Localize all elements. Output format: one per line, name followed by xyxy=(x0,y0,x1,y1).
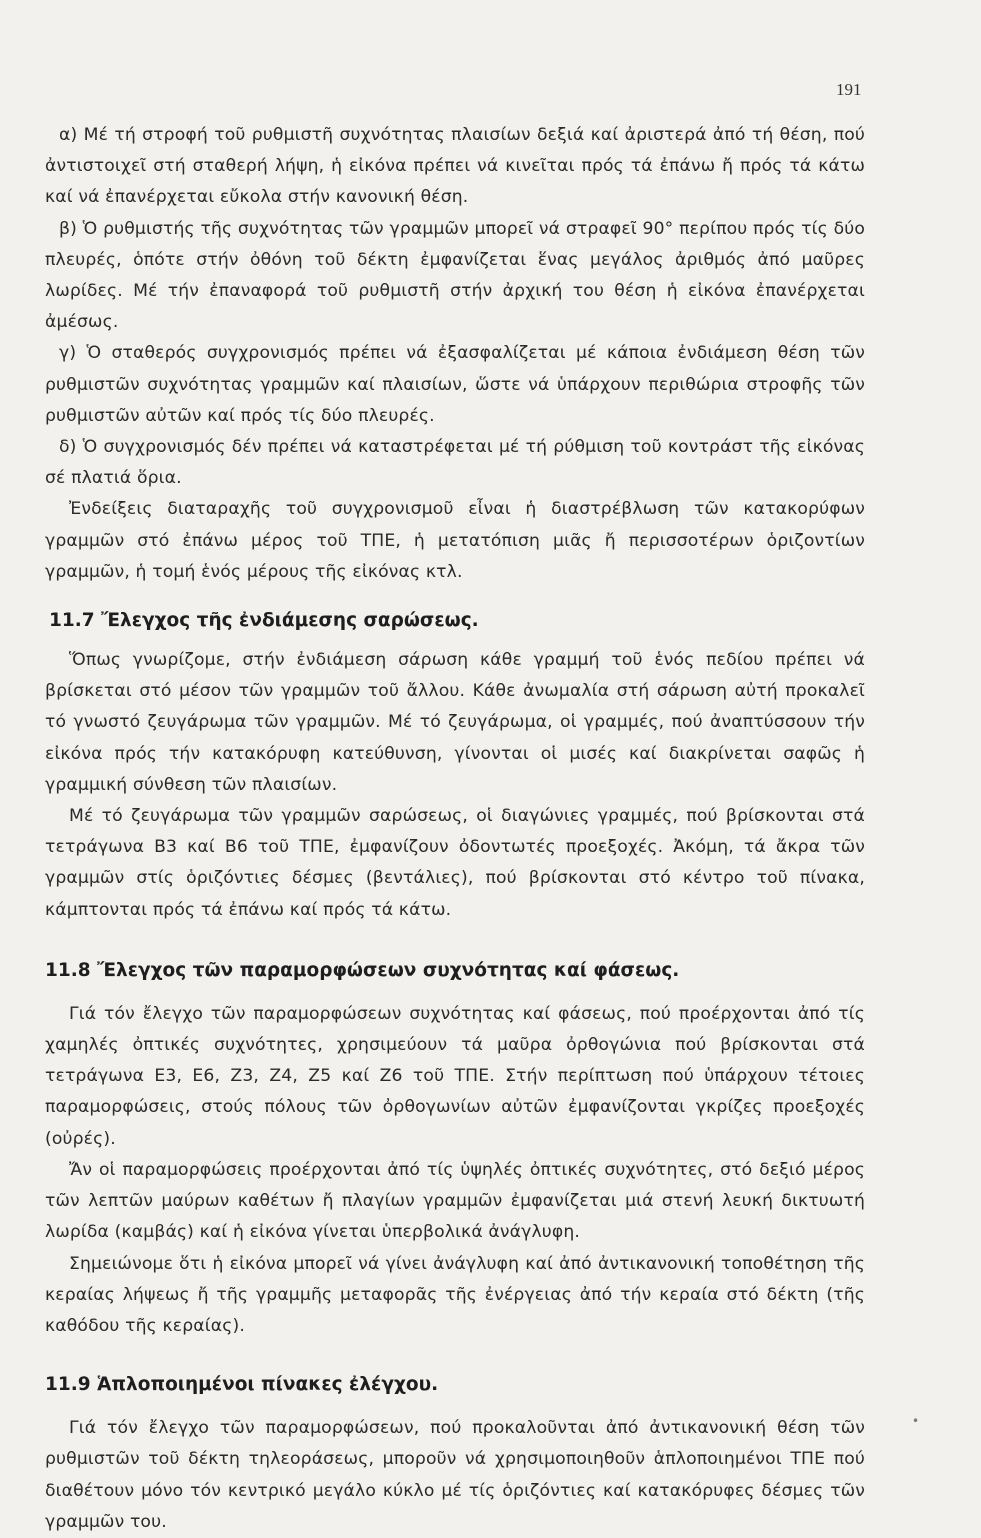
section-heading-11-9: 11.9 Ἁπλοποιημένοι πίνακες ἐλέγχου. xyxy=(45,1374,439,1396)
paragraph-alpha: α) Μέ τή στροφή τοῦ ρυθμιστῆ συχνότητας πλαισίων δεξιά καί ἀριστερά ἀπό τή θέση, πού ἀντιστοιχεῖ στή σταθερή λήψη, ἡ εἰκόνα πρέπει νά κινεῖται πρός τά ἐπάνω ἤ πρός τά κάτω καί νά ἐπανέρχεται εὔκολα στήν κανονική θέση. xyxy=(45,125,865,208)
page-body xyxy=(45,120,865,1538)
paragraph-gamma: γ) Ὁ σταθερός συγχρονισμός πρέπει νά ἐξασφαλίζεται μέ κάποια ἐνδιάμεση θέση τῶν ρυθμιστῶν συχνότητας γραμμῶν καί πλαισίων, ὥστε νά ὑπάρχουν περιθώρια στροφῆς τῶν ρυθμιστῶν αὐτῶν καί πρός τίς δύο πλευρές. xyxy=(45,343,865,426)
section-heading-11-7: 11.7 Ἔλεγχος τῆς ἐνδιάμεσης σαρώσεως. xyxy=(49,610,479,632)
section-11-7-paragraph: Ὅπως γνωρίζομε, στήν ἐνδιάμεση σάρωση κάθε γραμμή τοῦ ἑνός πεδίου πρέπει νά βρίσκεται στό μέσον τῶν γραμμῶν τοῦ ἄλλου. Κάθε ἀνωμαλία στή σάρωση αὐτή προκαλεῖ τό γνωστό ζευγάρωμα τῶν γραμμῶν. Μέ τό ζευγάρωμα, οἱ γραμμές, πού ἀναπτύσσουν τήν εἰκόνα πρός τήν κατακόρυφη κατεύθυνση, γίνονται οἱ μισές καί διακρίνεται σαφῶς ἡ γραμμική σύνθεση τῶν πλαισίων. xyxy=(45,650,865,795)
section-11-8-paragraph: Γιά τόν ἔλεγχο τῶν παραμορφώσεων συχνότητας καί φάσεως, πού προέρχονται ἀπό τίς χαμηλές ὀπτικές συχνότητες, χρησιμεύουν τά μαῦρα ὀρθογώνια πού βρίσκονται στά τετράγωνα Ε3, Ε6, Ζ3, Ζ4, Ζ5 καί Ζ6 τοῦ ΤΠΕ. Στήν περίπτωση πού ὑπάρχουν τέτοιες παραμορφώσεις, στούς πόλους τῶν ὀρθογωνίων αὐτῶν ἐμφανίζονται γκρίζες προεξοχές (οὐρές). xyxy=(45,1003,865,1149)
section-heading-11-8: 11.8 Ἔλεγχος τῶν παραμορφώσεων συχνότητας καί φάσεως. xyxy=(45,959,680,981)
paragraph-delta: δ) Ὁ συγχρονισμός δέν πρέπει νά καταστρέφεται μέ τή ρύθμιση τοῦ κοντράστ τῆς εἰκόνας σέ πλατιά ὅρια. xyxy=(45,437,865,489)
section-11-8-paragraph: Σημειώνομε ὅτι ἡ εἰκόνα μπορεῖ νά γίνει ἀνάγλυφη καί ἀπό ἀντικανονική τοποθέτηση τῆς κεραίας λήψεως ἤ τῆς γραμμῆς μεταφορᾶς τῆς ἐνέργειας ἀπό τήν κεραία στό δέκτη (τῆς καθόδου τῆς κεραίας). xyxy=(45,1253,865,1336)
paragraph-beta: β) Ὁ ρυθμιστής τῆς συχνότητας τῶν γραμμῶν μπορεῖ νά στραφεῖ 90° περίπου πρός τίς δύο πλευρές, ὁπότε στήν ὀθόνη τοῦ δέκτη ἐμφανίζεται ἕνας μεγάλος ἀριθμός ἀπό μαῦρες λωρίδες. Μέ τήν ἐπαναφορά τοῦ ρυθμιστῆ στήν ἀρχική του θέση ἡ εἰκόνα ἐπανέρχεται ἀμέσως. xyxy=(45,218,865,333)
paragraph-sync-indications: Ἐνδείξεις διαταραχῆς τοῦ συγχρονισμοῦ εἶναι ἡ διαστρέβλωση τῶν κατακορύφων γραμμῶν στό ἐπάνω μέρος τοῦ ΤΠΕ, ἡ μετατόπιση μιᾶς ἤ περισσοτέρων ὁριζοντίων γραμμῶν, ἡ τομή ἑνός μέρους τῆς εἰκόνας κτλ. xyxy=(45,499,865,582)
scan-speck: • xyxy=(912,1414,920,1428)
section-11-7-paragraph: Μέ τό ζευγάρωμα τῶν γραμμῶν σαρώσεως, οἱ διαγώνιες γραμμές, πού βρίσκονται στά τετράγωνα Β3 καί Β6 τοῦ ΤΠΕ, ἐμφανίζουν ὀδοντωτές προεξοχές. Ἀκόμη, τά ἄκρα τῶν γραμμῶν στίς ὁριζόντιες δέσμες (βεντάλιες), πού βρίσκονται στό κέντρο τοῦ πίνακα, κάμπτονται πρός τά ἐπάνω καί πρός τά κάτω. xyxy=(45,806,865,920)
section-11-8-paragraph: Ἄν οἱ παραμορφώσεις προέρχονται ἀπό τίς ὑψηλές ὀπτικές συχνότητες, στό δεξιό μέρος τῶν λεπτῶν μαύρων καθέτων ἤ πλαγίων γραμμῶν ἐμφανίζεται μιά στενή λευκή δικτυωτή λωρίδα (καμβάς) καί ἡ εἰκόνα γίνεται ὑπερβολικά ἀνάγλυφη. xyxy=(45,1159,865,1243)
section-11-9-paragraph: Γιά τόν ἔλεγχο τῶν παραμορφώσεων, πού προκαλοῦνται ἀπό ἀντικανονική θέση τῶν ρυθμιστῶν τοῦ δέκτη τηλεοράσεως, μποροῦν νά χρησιμοποιηθοῦν ἁπλοποιημένοι ΤΠΕ πού διαθέτουν μόνο τόν κεντρικό μεγάλο κύκλο μέ τίς ὁριζόντιες καί κατακόρυφες δέσμες τῶν γραμμῶν του. xyxy=(45,1418,865,1532)
page-number: 191 xyxy=(836,80,862,99)
